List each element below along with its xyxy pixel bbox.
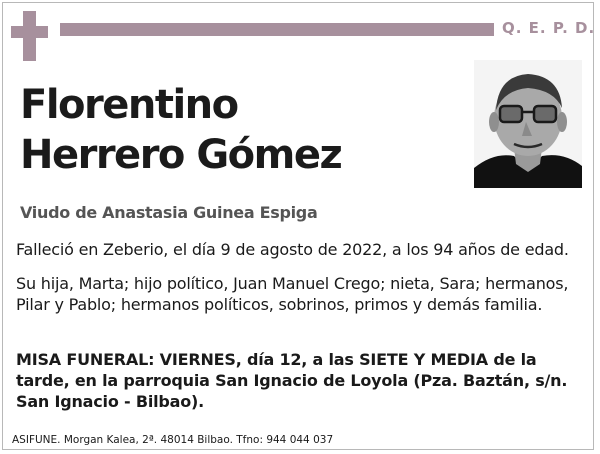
widower-of: Viudo de Anastasia Guinea Espiga — [20, 203, 318, 222]
portrait-photo — [474, 60, 582, 188]
deceased-name — [20, 80, 341, 180]
funeral-home-footer: ASIFUNE. Morgan Kalea, 2ª. 48014 Bilbao. Tfno: 944 044 037 — [12, 434, 334, 446]
name-line-1: Florentino — [20, 82, 238, 128]
qepd-label: Q. E. P. D. — [502, 19, 596, 37]
death-notice: Falleció en Zeberio, el día 9 de agosto de 2022, a los 94 años de edad. — [16, 240, 569, 259]
family-list: Su hija, Marta; hijo político, Juan Manuel Crego; nieta, Sara; hermanos, Pilar y Pablo; hermanos políticos, sobrinos, primos y demás familia. — [16, 274, 569, 314]
name-line-2: Herrero Gómez — [20, 132, 342, 178]
cross-icon — [11, 11, 48, 61]
header-bar — [60, 23, 494, 36]
funeral-details: MISA FUNERAL: VIERNES, día 12, a las SIETE Y MEDIA de la tarde, en la parroquia San Ignacio de Loyola (Pza. Baztán, s/n. San Ignacio - Bilbao). — [16, 350, 568, 411]
